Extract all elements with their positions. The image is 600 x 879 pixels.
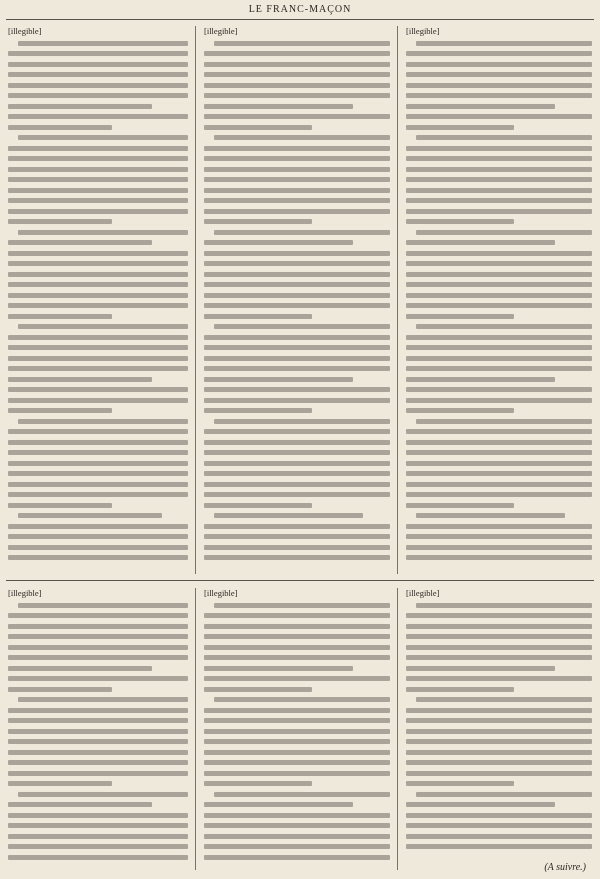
text-line — [406, 555, 592, 560]
text-line — [8, 293, 188, 298]
text-line — [8, 282, 188, 287]
bottom-divider-2 — [397, 588, 398, 870]
text-line — [8, 666, 152, 671]
text-line — [8, 844, 188, 849]
text-line — [18, 697, 188, 702]
text-line — [8, 708, 188, 713]
text-line — [406, 482, 592, 487]
text-line — [8, 676, 188, 681]
text-line — [204, 645, 390, 650]
text-line — [406, 377, 555, 382]
text-line — [214, 419, 390, 424]
text-line — [406, 823, 592, 828]
text-line — [406, 624, 592, 629]
text-line — [18, 792, 188, 797]
text-line — [416, 513, 565, 518]
text-line — [8, 655, 188, 660]
text-line — [204, 450, 390, 455]
text-line — [18, 135, 188, 140]
text-line — [18, 324, 188, 329]
text-line — [406, 251, 592, 256]
text-line — [406, 177, 592, 182]
text-line — [204, 739, 390, 744]
top-column-1 — [8, 26, 188, 574]
bottom-column-3-lines — [406, 603, 592, 855]
text-line — [8, 177, 188, 182]
text-line — [204, 534, 390, 539]
text-line — [406, 708, 592, 713]
text-line — [204, 261, 390, 266]
text-line — [406, 613, 592, 618]
bottom-column-1-text: [illegible] — [8, 588, 42, 598]
text-line — [204, 813, 390, 818]
text-line — [204, 377, 353, 382]
text-line — [8, 802, 152, 807]
bottom-divider-1 — [195, 588, 196, 870]
text-line — [18, 513, 162, 518]
text-line — [204, 750, 390, 755]
text-line — [204, 718, 390, 723]
text-line — [204, 781, 312, 786]
text-line — [204, 503, 312, 508]
text-line — [8, 429, 188, 434]
text-line — [204, 272, 390, 277]
text-line — [204, 655, 390, 660]
text-line — [204, 240, 353, 245]
text-line — [204, 555, 390, 560]
text-line — [406, 834, 592, 839]
text-line — [406, 72, 592, 77]
text-line — [214, 230, 390, 235]
text-line — [204, 613, 390, 618]
top-column-3 — [406, 26, 592, 574]
text-line — [406, 219, 514, 224]
text-line — [406, 781, 514, 786]
text-line — [8, 524, 188, 529]
text-line — [416, 41, 592, 46]
text-line — [406, 156, 592, 161]
text-line — [8, 188, 188, 193]
text-line — [8, 461, 188, 466]
text-line — [8, 104, 152, 109]
text-line — [204, 461, 390, 466]
text-line — [8, 624, 188, 629]
text-line — [204, 188, 390, 193]
text-line — [8, 729, 188, 734]
text-line — [406, 408, 514, 413]
text-line — [8, 314, 112, 319]
text-line — [406, 335, 592, 340]
text-line — [406, 293, 592, 298]
text-line — [214, 513, 363, 518]
text-line — [204, 666, 353, 671]
text-line — [204, 146, 390, 151]
text-line — [204, 492, 390, 497]
text-line — [406, 813, 592, 818]
text-line — [204, 125, 312, 130]
text-line — [204, 62, 390, 67]
text-line — [204, 823, 390, 828]
text-line — [204, 676, 390, 681]
text-line — [8, 219, 112, 224]
text-line — [204, 219, 312, 224]
top-column-2-text: [illegible] — [204, 26, 238, 36]
text-line — [406, 771, 592, 776]
text-line — [18, 419, 188, 424]
top-divider-2 — [397, 26, 398, 574]
text-line — [8, 834, 188, 839]
text-line — [204, 708, 390, 713]
text-line — [204, 293, 390, 298]
text-line — [18, 603, 188, 608]
text-line — [406, 125, 514, 130]
text-line — [406, 51, 592, 56]
text-line — [406, 303, 592, 308]
text-line — [406, 471, 592, 476]
text-line — [8, 83, 188, 88]
text-line — [8, 398, 188, 403]
text-line — [8, 555, 188, 560]
text-line — [416, 419, 592, 424]
text-line — [406, 676, 592, 681]
bottom-column-2-lines — [204, 603, 390, 871]
text-line — [8, 687, 112, 692]
text-line — [204, 408, 312, 413]
text-line — [8, 156, 188, 161]
text-line — [204, 282, 390, 287]
text-line — [416, 230, 592, 235]
text-line — [406, 209, 592, 214]
text-line — [406, 366, 592, 371]
masthead: LE FRANC-MAÇON — [248, 4, 352, 15]
text-line — [8, 503, 112, 508]
text-line — [204, 440, 390, 445]
text-line — [406, 93, 592, 98]
text-line — [406, 534, 592, 539]
text-line — [204, 356, 390, 361]
text-line — [416, 135, 592, 140]
text-line — [204, 834, 390, 839]
text-line — [8, 72, 188, 77]
text-line — [406, 729, 592, 734]
text-line — [204, 345, 390, 350]
text-line — [204, 209, 390, 214]
text-line — [406, 261, 592, 266]
text-line — [416, 324, 592, 329]
top-divider-1 — [195, 26, 196, 574]
text-line — [204, 114, 390, 119]
text-line — [214, 697, 390, 702]
text-line — [406, 146, 592, 151]
text-line — [416, 697, 592, 702]
text-line — [8, 813, 188, 818]
text-line — [204, 687, 312, 692]
text-line — [204, 844, 390, 849]
masthead-rule — [6, 19, 594, 20]
text-line — [204, 545, 390, 550]
text-line — [8, 387, 188, 392]
text-line — [406, 272, 592, 277]
text-line — [406, 188, 592, 193]
text-line — [406, 356, 592, 361]
text-line — [8, 440, 188, 445]
text-line — [8, 855, 188, 860]
text-line — [406, 802, 555, 807]
text-line — [406, 687, 514, 692]
text-line — [406, 83, 592, 88]
text-line — [406, 62, 592, 67]
text-line — [204, 802, 353, 807]
text-line — [8, 209, 188, 214]
text-line — [8, 377, 152, 382]
text-line — [406, 114, 592, 119]
text-line — [204, 398, 390, 403]
text-line — [406, 545, 592, 550]
text-line — [204, 387, 390, 392]
text-line — [204, 429, 390, 434]
top-column-1-lines — [8, 41, 188, 575]
text-line — [406, 634, 592, 639]
text-line — [8, 471, 188, 476]
text-line — [406, 524, 592, 529]
text-line — [204, 524, 390, 529]
text-line — [8, 198, 188, 203]
text-line — [8, 450, 188, 455]
text-line — [406, 387, 592, 392]
text-line — [8, 545, 188, 550]
text-line — [406, 398, 592, 403]
text-line — [8, 408, 112, 413]
bottom-column-3-text: [illegible] — [406, 588, 440, 598]
text-line — [8, 634, 188, 639]
text-line — [204, 72, 390, 77]
text-line — [204, 51, 390, 56]
text-line — [8, 251, 188, 256]
text-line — [416, 792, 592, 797]
text-line — [416, 603, 592, 608]
text-line — [406, 718, 592, 723]
text-line — [8, 51, 188, 56]
text-line — [406, 461, 592, 466]
text-line — [214, 603, 390, 608]
text-line — [406, 440, 592, 445]
text-line — [214, 41, 390, 46]
text-line — [18, 230, 188, 235]
text-line — [204, 251, 390, 256]
text-line — [8, 366, 188, 371]
text-line — [214, 135, 390, 140]
text-line — [204, 156, 390, 161]
text-line — [8, 781, 112, 786]
text-line — [8, 823, 188, 828]
text-line — [8, 93, 188, 98]
top-column-2-lines — [204, 41, 390, 575]
text-line — [204, 314, 312, 319]
top-column-3-text: [illegible] — [406, 26, 440, 36]
text-line — [204, 855, 390, 860]
top-column-1-text: [illegible] — [8, 26, 42, 36]
text-line — [406, 645, 592, 650]
text-line — [204, 83, 390, 88]
text-line — [406, 666, 555, 671]
text-line — [8, 125, 112, 130]
text-line — [204, 93, 390, 98]
text-line — [406, 314, 514, 319]
text-line — [8, 261, 188, 266]
text-line — [204, 366, 390, 371]
text-line — [8, 534, 188, 539]
text-line — [406, 844, 592, 849]
bottom-column-1 — [8, 588, 188, 870]
text-line — [204, 104, 353, 109]
text-line — [406, 450, 592, 455]
text-line — [406, 750, 592, 755]
text-line — [204, 760, 390, 765]
bottom-column-2 — [204, 588, 390, 870]
text-line — [8, 760, 188, 765]
text-line — [8, 167, 188, 172]
text-line — [8, 114, 188, 119]
section-rule — [6, 580, 594, 581]
text-line — [406, 240, 555, 245]
text-line — [406, 503, 514, 508]
bottom-column-1-lines — [8, 603, 188, 871]
text-line — [18, 41, 188, 46]
text-line — [8, 771, 188, 776]
text-line — [406, 739, 592, 744]
bottom-column-3 — [406, 588, 592, 854]
text-line — [8, 146, 188, 151]
text-line — [8, 718, 188, 723]
text-line — [204, 167, 390, 172]
text-line — [204, 471, 390, 476]
text-line — [406, 760, 592, 765]
text-line — [204, 198, 390, 203]
text-line — [204, 771, 390, 776]
text-line — [214, 792, 390, 797]
text-line — [8, 62, 188, 67]
text-line — [204, 482, 390, 487]
text-line — [406, 198, 592, 203]
text-line — [406, 345, 592, 350]
text-line — [406, 655, 592, 660]
text-line — [8, 345, 188, 350]
text-line — [8, 240, 152, 245]
text-line — [8, 272, 188, 277]
bottom-column-2-text: [illegible] — [204, 588, 238, 598]
text-line — [8, 492, 188, 497]
text-line — [8, 750, 188, 755]
text-line — [8, 303, 188, 308]
text-line — [214, 324, 390, 329]
to-be-continued-note: (A suivre.) — [544, 862, 586, 873]
text-line — [8, 613, 188, 618]
text-line — [406, 167, 592, 172]
top-column-2 — [204, 26, 390, 574]
top-column-3-lines — [406, 41, 592, 575]
text-line — [8, 356, 188, 361]
text-line — [406, 492, 592, 497]
text-line — [204, 624, 390, 629]
text-line — [8, 482, 188, 487]
text-line — [204, 335, 390, 340]
text-line — [8, 645, 188, 650]
text-line — [8, 335, 188, 340]
text-line — [204, 634, 390, 639]
text-line — [406, 104, 555, 109]
text-line — [406, 282, 592, 287]
text-line — [204, 303, 390, 308]
text-line — [204, 729, 390, 734]
text-line — [406, 429, 592, 434]
text-line — [204, 177, 390, 182]
text-line — [8, 739, 188, 744]
